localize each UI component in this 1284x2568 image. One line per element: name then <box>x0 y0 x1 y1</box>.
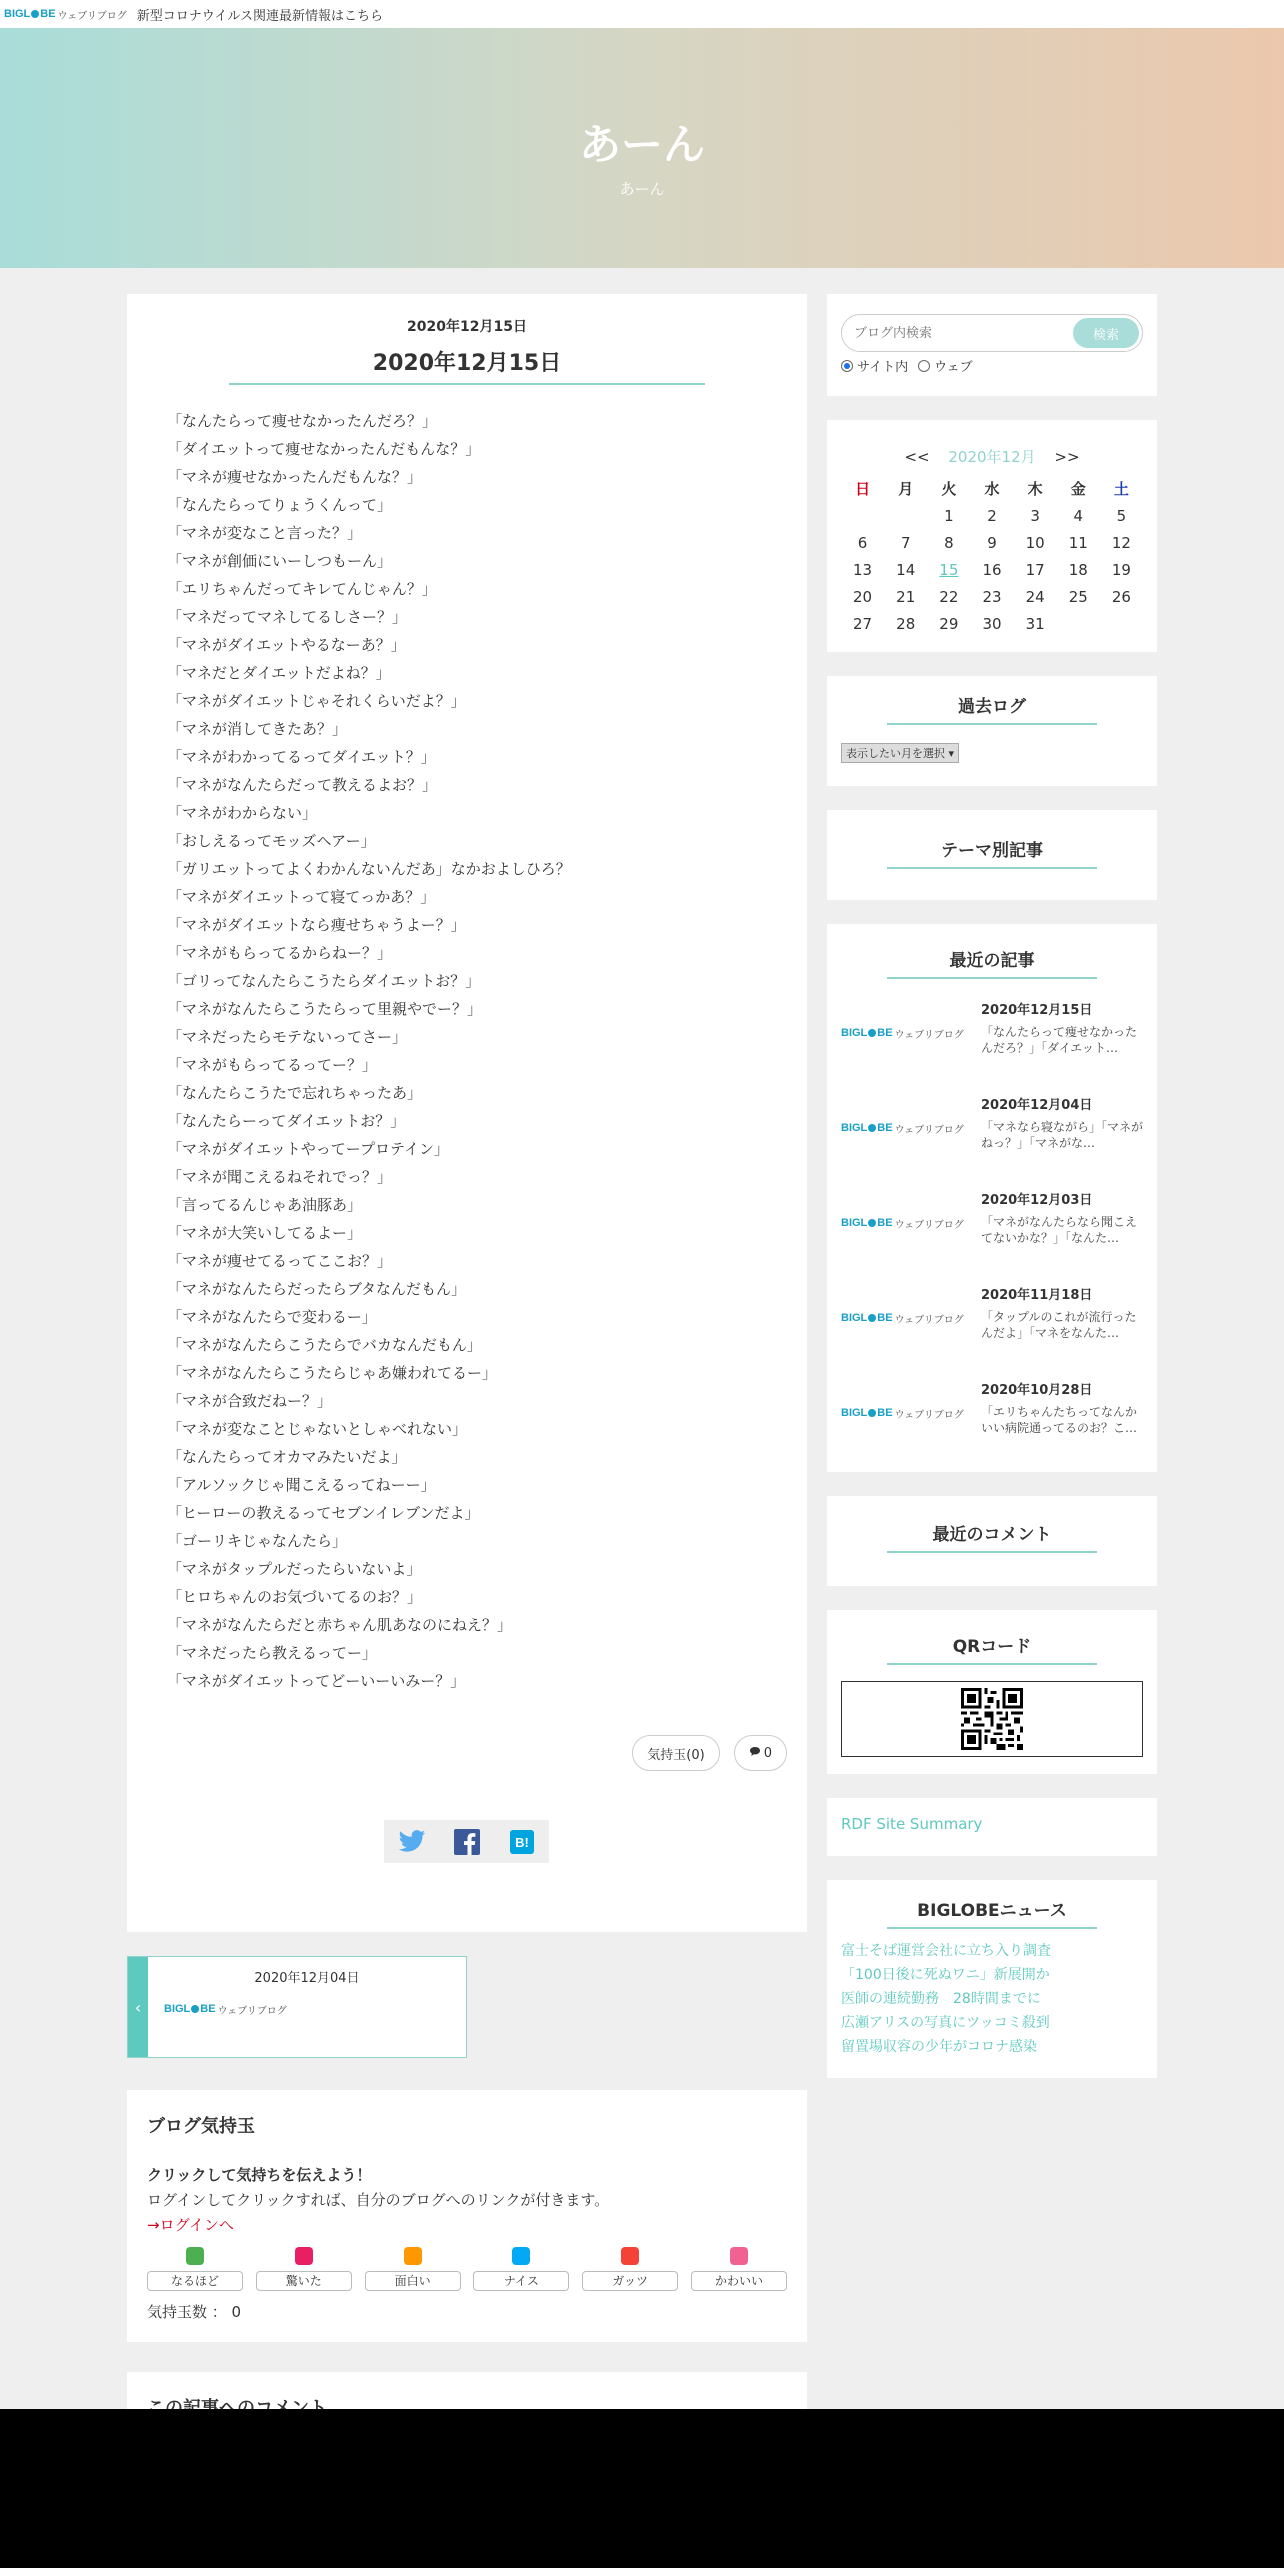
qr-title: QRコード <box>887 1632 1097 1665</box>
article-line: 「なんたらって痩せなかったんだろ？」 <box>167 412 438 430</box>
kimochi-face-icon <box>730 2247 748 2265</box>
recent-comments-title: 最近のコメント <box>887 1520 1097 1553</box>
archive-title: 過去ログ <box>887 692 1097 725</box>
news-link[interactable]: 留置場収容の少年がコロナ感染 <box>841 2039 1037 2055</box>
covid-notice-link[interactable]: 新型コロナウイルス関連最新情報はこちら <box>136 8 383 24</box>
article-line: 「マネが痩せてるってここお？」 <box>167 1252 393 1270</box>
article-line: 「マネがなんたらこうたらじゃあ嫌われてるー」 <box>167 1364 498 1382</box>
calendar-day: 8 <box>944 533 954 552</box>
article-line: 「なんたらこうたで忘れちゃったあ」 <box>167 1084 423 1102</box>
kimochi-button-3[interactable] <box>473 2247 569 2291</box>
calendar-day: 25 <box>1068 587 1088 606</box>
article-line: 「なんたらってりょうくんって」 <box>167 496 393 514</box>
calendar-day: 27 <box>853 614 873 633</box>
recent-title: 最近の記事 <box>887 946 1097 979</box>
article-line: 「マネが痩せなかったんだもんな？」 <box>167 468 423 486</box>
article-line: 「マネが消してきたあ？」 <box>167 720 348 738</box>
recent-article-item[interactable] <box>841 1094 1143 1169</box>
kimochi-face-icon <box>404 2247 422 2265</box>
calendar-day: 5 <box>1116 506 1127 525</box>
recent-article-thumbnail: BIGL BE ウェブリブログ <box>841 1407 964 1421</box>
qr-widget <box>827 1610 1157 1774</box>
chevron-left-icon[interactable]: ‹ <box>128 1957 148 2057</box>
kimochi-face-icon <box>512 2247 530 2265</box>
calendar-day <box>841 502 884 529</box>
article-line: 「マネだったらモテないってさー」 <box>167 1028 408 1046</box>
article-date: 2020年12月15日 <box>407 319 527 335</box>
calendar-header <box>841 446 1143 467</box>
search-input[interactable] <box>854 326 1073 341</box>
kimochi-face-icon <box>295 2247 313 2265</box>
article-line: 「ゴリってなんたらこうたらダイエットお？」 <box>167 972 481 990</box>
article-line: 「マネがダイエットやるなーあ？」 <box>167 636 406 654</box>
recent-article-text <box>981 1189 1143 1246</box>
news-link[interactable]: 医師の連続勤務 28時間までに <box>841 1991 1041 2007</box>
themes-title: テーマ別記事 <box>887 836 1097 869</box>
calendar-table <box>841 475 1143 637</box>
recent-article-snippet: 「タップルのこれが流行ったんだよ」「マネをなんた… <box>981 1310 1137 1340</box>
kimochi-button-4[interactable] <box>582 2247 678 2291</box>
calendar-day: 23 <box>982 587 1002 606</box>
login-link[interactable]: →ログインへ <box>147 2216 234 2234</box>
calendar-weekday: 月 <box>898 480 914 498</box>
calendar-day: 6 <box>857 533 868 552</box>
radio-site-label: サイト内 <box>857 360 909 375</box>
news-link[interactable]: 富士そば運営会社に立ち入り調査 <box>841 1943 1051 1959</box>
calendar-weekday: 土 <box>1113 480 1129 498</box>
calendar-day: 7 <box>900 533 911 552</box>
calendar-day: 16 <box>982 560 1002 579</box>
calendar-day <box>884 502 927 529</box>
recent-article-date: 2020年12月04日 <box>981 1098 1093 1113</box>
recent-list <box>841 999 1143 1454</box>
calendar-day <box>1100 610 1143 637</box>
article <box>127 294 807 1932</box>
kimochi-section <box>127 2090 807 2342</box>
hatena-icon <box>510 1830 534 1854</box>
twitter-icon <box>397 1830 427 1854</box>
article-line: 「マネが変なことじゃないとしゃべれない」 <box>167 1420 468 1438</box>
news-widget <box>827 1880 1157 2078</box>
biglobe-logo[interactable]: BIGL BE ウェブリブログ <box>4 8 127 22</box>
article-line: 「ゴーリキじゃなんたら」 <box>167 1532 348 1550</box>
calendar-day: 13 <box>853 560 873 579</box>
recent-article-snippet: 「エリちゃんたちってなんかいい病院通ってるのお？こ… <box>981 1405 1138 1435</box>
kimochi-button-label: かわいい <box>691 2271 787 2291</box>
article-line: 「ヒーローの教えるってセブンイレブンだよ」 <box>167 1504 480 1522</box>
article-line: 「マネがダイエットなら痩せちゃうよー？」 <box>167 916 466 934</box>
calendar-day: 12 <box>1111 533 1131 552</box>
calendar-day: 26 <box>1111 587 1131 606</box>
article-title[interactable]: 2020年12月15日 <box>229 346 705 385</box>
article-line: 「マネが合致だねー？」 <box>167 1392 333 1410</box>
blog-subtitle: あーん <box>619 180 665 198</box>
calendar-day: 30 <box>982 614 1002 633</box>
archive-widget <box>827 676 1157 786</box>
news-list <box>841 1939 1143 2059</box>
article-line: 「マネがなんたらこうたらって里親やでー？」 <box>167 1000 483 1018</box>
article-line: 「マネがダイエットじゃそれくらいだよ？」 <box>167 692 466 710</box>
article-line: 「マネがダイエットってどーいーいみー？」 <box>167 1672 466 1690</box>
previous-article-date: 2020年12月04日 <box>254 1971 360 1986</box>
calendar-weekday: 木 <box>1027 480 1043 498</box>
article-line: 「マネが創価にいーしつもーん」 <box>167 552 393 570</box>
search-button[interactable]: 検索 <box>1073 318 1139 348</box>
facebook-share-button[interactable] <box>439 1820 494 1863</box>
kimochi-button[interactable]: 気持玉(0) <box>632 1735 719 1771</box>
recent-article-item[interactable] <box>841 1189 1143 1264</box>
rdf-widget <box>827 1798 1157 1856</box>
search-scope <box>841 356 1143 375</box>
article-line: 「マネが聞こえるねそれでっ？」 <box>167 1168 393 1186</box>
calendar-day: 4 <box>1073 506 1084 525</box>
kimochi-face-icon <box>621 2247 639 2265</box>
article-line: 「マネがわからない」 <box>167 804 318 822</box>
article-line: 「マネがなんたらだって教えるよお？」 <box>167 776 438 794</box>
calendar-day: 11 <box>1068 533 1088 552</box>
calendar-day: 28 <box>896 614 916 633</box>
recent-article-date: 2020年10月28日 <box>981 1383 1093 1398</box>
kimochi-lead: クリックして気持ちを伝えよう！ <box>147 2166 372 2184</box>
calendar-day: 17 <box>1025 560 1045 579</box>
article-line: 「言ってるんじゃあ油豚あ」 <box>167 1196 363 1214</box>
recent-article-thumbnail: BIGL BE ウェブリブログ <box>841 1312 964 1326</box>
kimochi-button-5[interactable] <box>691 2247 787 2291</box>
calendar-day: 18 <box>1068 560 1088 579</box>
kimochi-desc: ログインしてクリックすれば、自分のブログへのリンクが付きます。 <box>147 2191 610 2209</box>
calendar-day: 22 <box>939 587 959 606</box>
recent-article-date: 2020年12月03日 <box>981 1193 1093 1208</box>
article-line: 「ヒロちゃんのお気づいてるのお？」 <box>167 1588 423 1606</box>
calendar-day: 24 <box>1025 587 1045 606</box>
article-line: 「マネがもらってるってー？」 <box>167 1056 378 1074</box>
recent-article-date: 2020年12月15日 <box>981 1003 1093 1018</box>
calendar-month[interactable]: 2020年12月 <box>948 448 1036 466</box>
calendar-day: 31 <box>1025 614 1045 633</box>
article-line: 「マネがタップルだったらいないよ」 <box>167 1560 422 1578</box>
article-line: 「マネだとダイエットだよね？」 <box>167 664 391 682</box>
article-line: 「マネがなんたらこうたらでバカなんだもん」 <box>167 1336 482 1354</box>
kimochi-heading: ブログ気持玉 <box>147 2116 255 2137</box>
article-line: 「エリちゃんだってキレてんじゃん？」 <box>167 580 437 598</box>
calendar-weekday: 日 <box>855 480 871 498</box>
article-line: 「マネだってマネしてるしさー？」 <box>167 608 408 626</box>
kimochi-button-1[interactable] <box>256 2247 352 2291</box>
recent-article-thumbnail: BIGL BE ウェブリブログ <box>841 1217 964 1231</box>
main-column <box>127 294 807 2432</box>
search-box <box>841 314 1143 352</box>
article-actions <box>632 1735 787 1771</box>
recent-article-item[interactable] <box>841 1379 1143 1454</box>
previous-article-card[interactable] <box>127 1956 467 2058</box>
recent-comments-widget <box>827 1496 1157 1586</box>
kimochi-count: 気持玉数 ： 0 <box>147 2303 242 2321</box>
calendar-day: 2 <box>987 506 997 525</box>
article-line: 「マネが変なこと言った？」 <box>167 524 363 542</box>
kimochi-button-0[interactable] <box>147 2247 243 2291</box>
radio-web-label: ウェブ <box>934 360 973 375</box>
article-line: 「マネがダイエットやってープロテイン」 <box>167 1140 450 1158</box>
calendar-day <box>1057 610 1100 637</box>
qr-code <box>841 1681 1143 1757</box>
calendar-day: 10 <box>1025 533 1045 552</box>
article-line: 「アルソックじゃ聞こえるってねーー」 <box>167 1476 436 1494</box>
facebook-icon <box>454 1829 480 1855</box>
qr-code-image <box>961 1688 1023 1750</box>
recent-article-item[interactable] <box>841 999 1143 1074</box>
article-line: 「ダイエットって痩せなかったんだもんな？」 <box>167 440 481 458</box>
news-title: BIGLOBEニュース <box>887 1896 1097 1929</box>
rdf-link[interactable]: RDF Site Summary <box>841 1815 983 1833</box>
kimochi-button-2[interactable] <box>365 2247 461 2291</box>
blog-header <box>0 28 1284 268</box>
calendar-weekday: 火 <box>941 480 957 498</box>
kimochi-button-label: なるほど <box>147 2271 243 2291</box>
previous-article-thumbnail: BIGL BE ウェブリブログ <box>164 2003 287 2017</box>
kimochi-button-label: ガッツ <box>582 2271 678 2291</box>
calendar-day: 21 <box>896 587 916 606</box>
calendar-prev[interactable]: << <box>904 448 930 466</box>
kimochi-button-label: ナイス <box>473 2271 569 2291</box>
kimochi-button-label: 驚いた <box>256 2271 352 2291</box>
news-link[interactable]: 広瀬アリスの写真にツッコミ殺到 <box>841 2015 1050 2031</box>
recent-article-date: 2020年11月18日 <box>981 1288 1093 1303</box>
sidebar <box>827 294 1157 2102</box>
calendar-day: 1 <box>944 506 954 525</box>
calendar-weekday: 金 <box>1070 480 1086 498</box>
calendar-day: 29 <box>939 614 959 633</box>
blog-title[interactable]: あーん <box>578 121 705 168</box>
month-select[interactable]: 表示したい月を選択 ▾ <box>841 743 959 763</box>
calendar-day: 9 <box>987 533 997 552</box>
month-select-value: 表示したい月を選択 <box>846 747 945 760</box>
calendar-day: 14 <box>896 560 916 579</box>
article-line: 「マネだったら教えるってー」 <box>167 1644 378 1662</box>
svg-text:B!: B! <box>514 1834 529 1850</box>
recent-article-snippet: 「なんたらって痩せなかったんだろ？」「ダイエット… <box>981 1025 1138 1055</box>
article-line: 「マネがなんたらだったらブタなんだもん」 <box>167 1280 466 1298</box>
themes-widget <box>827 810 1157 900</box>
article-body <box>127 385 807 1695</box>
calendar-weekday: 水 <box>984 480 1000 498</box>
article-line: 「マネがわかってるってダイエット？」 <box>167 748 436 766</box>
bottom-blackout <box>0 2409 1284 2568</box>
article-line: 「マネが大笑いしてるよー」 <box>167 1224 363 1242</box>
recent-article-thumbnail: BIGL BE ウェブリブログ <box>841 1027 964 1041</box>
kimochi-button-label: 面白い <box>365 2271 461 2291</box>
recent-article-text <box>981 999 1143 1056</box>
calendar-day: 19 <box>1111 560 1131 579</box>
kimochi-face-icon <box>186 2247 204 2265</box>
recent-articles-widget <box>827 924 1157 1472</box>
article-line: 「なんたらーってダイエットお？」 <box>167 1112 406 1130</box>
article-line: 「マネがもらってるからねー？」 <box>167 944 393 962</box>
article-line: 「マネがダイエットって寝てっかあ？」 <box>167 888 436 906</box>
calendar-next[interactable]: >> <box>1054 448 1080 466</box>
kimochi-buttons <box>147 2247 787 2291</box>
top-bar <box>0 0 1284 28</box>
recent-article-text <box>981 1284 1143 1341</box>
recent-article-item[interactable] <box>841 1284 1143 1359</box>
recent-article-thumbnail: BIGL BE ウェブリブログ <box>841 1122 964 1136</box>
comment-count-button[interactable] <box>734 1735 787 1771</box>
calendar-day[interactable]: 15 <box>939 560 959 579</box>
radio-site[interactable] <box>841 360 853 372</box>
speech-bubble-icon <box>749 1746 761 1761</box>
article-line: 「おしえるってモッズヘアー」 <box>167 832 376 850</box>
twitter-share-button[interactable] <box>384 1820 439 1863</box>
radio-web[interactable] <box>918 360 930 372</box>
recent-article-text <box>981 1379 1143 1436</box>
article-line: 「ガリエットってよくわかんないんだあ」なかおよしひろ？ <box>167 860 571 878</box>
recent-article-text <box>981 1094 1143 1151</box>
article-line: 「なんたらってオカマみたいだよ」 <box>167 1448 407 1466</box>
recent-article-snippet: 「マネなら寝ながら」「マネがねっ？」「マネがな… <box>981 1120 1144 1150</box>
article-line: 「マネがなんたらだと赤ちゃん肌あなのにねえ？」 <box>167 1616 513 1634</box>
hatena-bookmark-button[interactable] <box>494 1820 549 1863</box>
calendar-day: 20 <box>853 587 873 606</box>
news-link[interactable]: 「100日後に死ぬワニ」新展開か <box>841 1967 1050 1983</box>
article-line: 「マネがなんたらで変わるー」 <box>167 1308 377 1326</box>
calendar-day: 3 <box>1030 506 1040 525</box>
calendar-widget <box>827 420 1157 652</box>
search-widget <box>827 294 1157 396</box>
recent-article-snippet: 「マネがなんたらなら聞こえてないかな？」「なんた… <box>981 1215 1138 1245</box>
comment-count: 0 <box>763 1745 772 1761</box>
share-buttons <box>384 1820 549 1863</box>
